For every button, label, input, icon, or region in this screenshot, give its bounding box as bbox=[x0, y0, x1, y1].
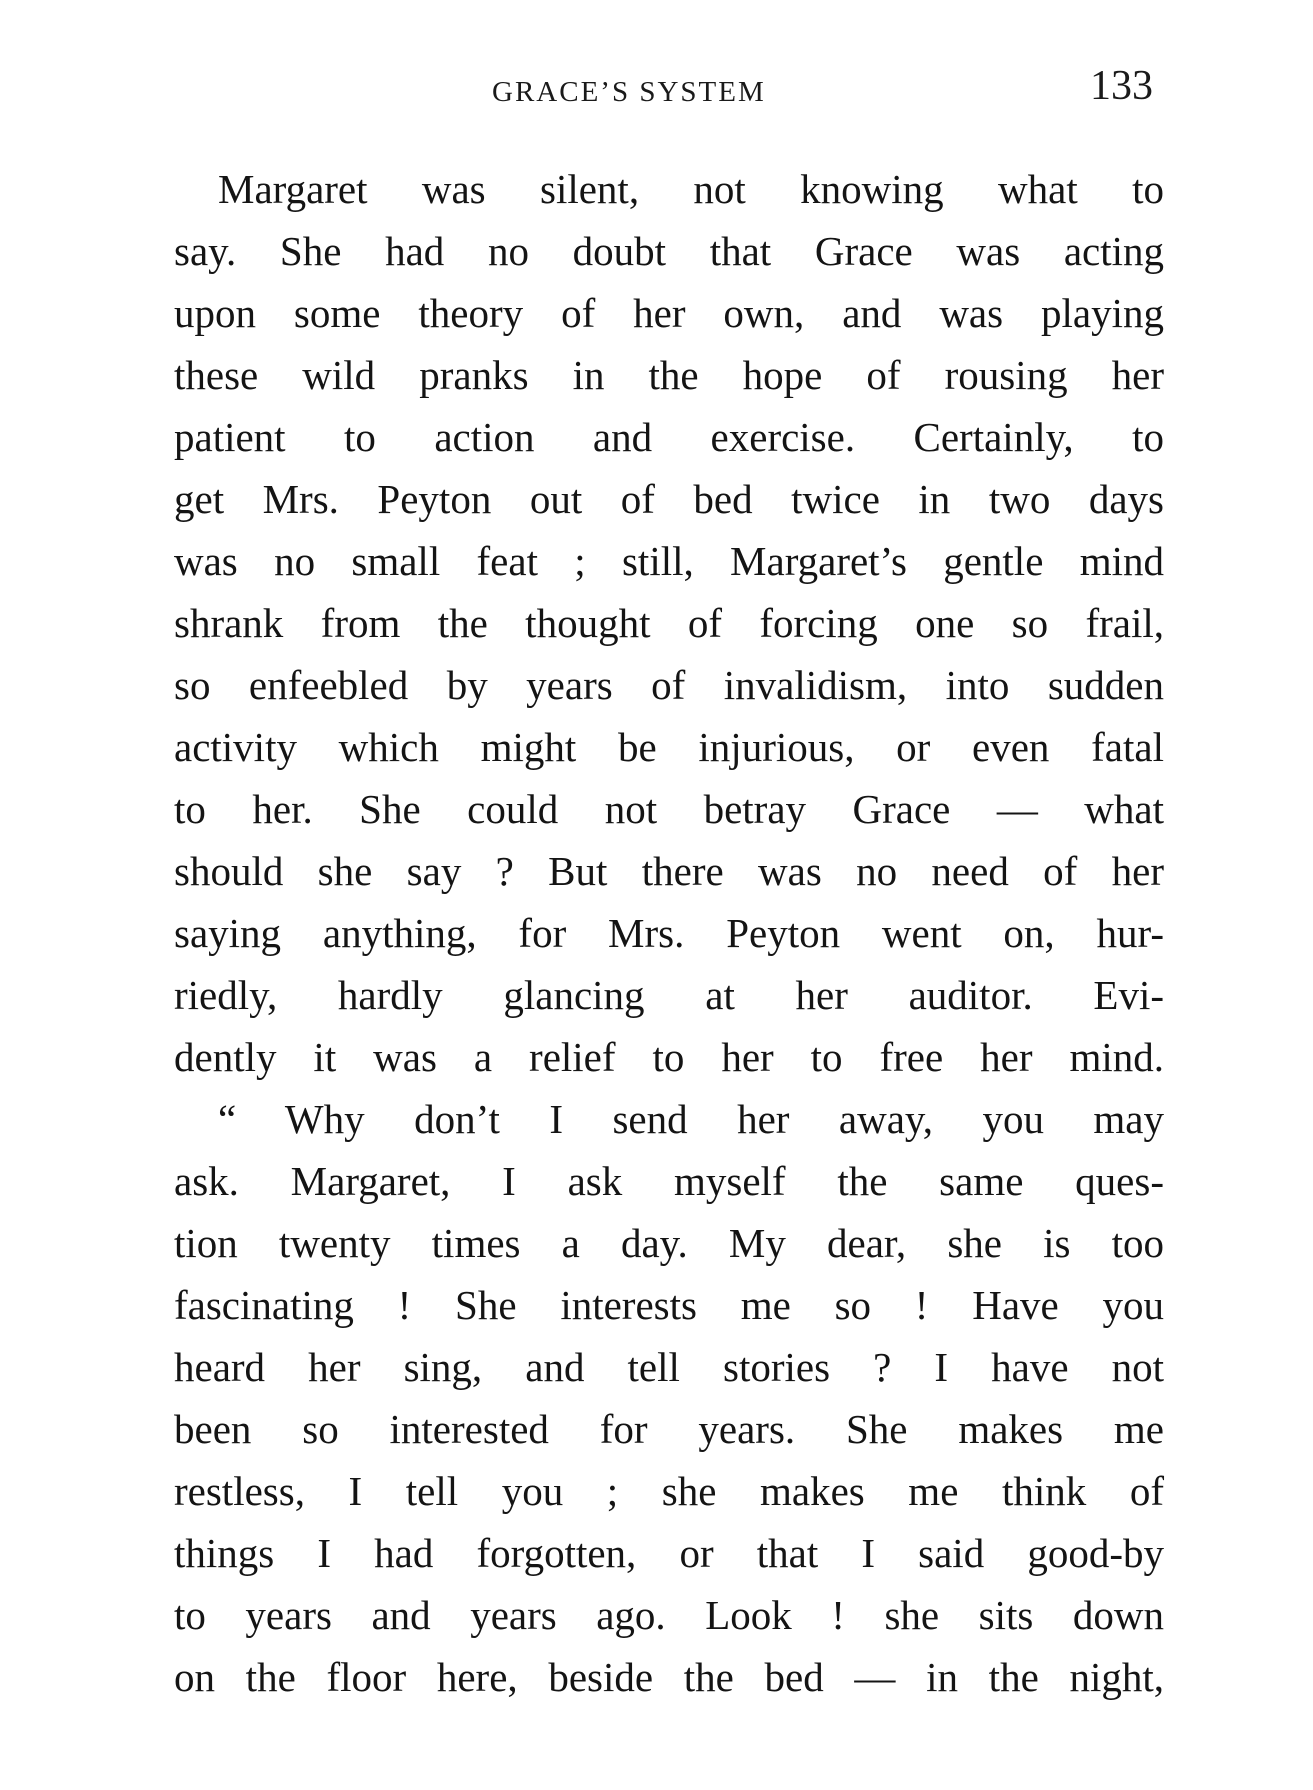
text-line: on the floor here, beside the bed — in the night, bbox=[174, 1654, 1164, 1700]
text-line: get Mrs. Peyton out of bed twice in two days bbox=[174, 476, 1164, 522]
text-line: to her. She could not betray Grace — what bbox=[174, 786, 1164, 832]
running-title: GRACE’S SYSTEM bbox=[492, 76, 766, 108]
text-line: should she say ? But there was no need of her bbox=[174, 848, 1164, 894]
text-line: things I had forgotten, or that I said good-by bbox=[174, 1530, 1164, 1576]
text-line: tion twenty times a day. My dear, she is too bbox=[174, 1220, 1164, 1266]
text-line: been so interested for years. She makes me bbox=[174, 1406, 1164, 1452]
text-line: ask. Margaret, I ask myself the same ques- bbox=[174, 1158, 1164, 1204]
text-line: Margaret was silent, not knowing what to bbox=[218, 166, 1164, 212]
text-line: patient to action and exercise. Certainly, to bbox=[174, 414, 1164, 460]
text-line: activity which might be injurious, or even fatal bbox=[174, 724, 1164, 770]
text-line: dently it was a relief to her to free her mind. bbox=[174, 1034, 1164, 1080]
text-line: was no small feat ; still, Margaret’s gentle mind bbox=[174, 538, 1164, 584]
text-line: say. She had no doubt that Grace was acting bbox=[174, 228, 1164, 274]
text-line: heard her sing, and tell stories ? I have not bbox=[174, 1344, 1164, 1390]
body-text bbox=[174, 158, 1164, 1708]
text-line: to years and years ago. Look ! she sits down bbox=[174, 1592, 1164, 1638]
text-line: riedly, hardly glancing at her auditor. Evi- bbox=[174, 972, 1164, 1018]
text-line: saying anything, for Mrs. Peyton went on, hur- bbox=[174, 910, 1164, 956]
page-header bbox=[174, 62, 1159, 122]
text-line: fascinating ! She interests me so ! Have you bbox=[174, 1282, 1164, 1328]
text-line: restless, I tell you ; she makes me think of bbox=[174, 1468, 1164, 1514]
text-line: these wild pranks in the hope of rousing her bbox=[174, 352, 1164, 398]
text-line: so enfeebled by years of invalidism, into sudden bbox=[174, 662, 1164, 708]
text-line: shrank from the thought of forcing one so frail, bbox=[174, 600, 1164, 646]
page-number: 133 bbox=[1090, 63, 1153, 109]
text-line: upon some theory of her own, and was playing bbox=[174, 290, 1164, 336]
text-line: “ Why don’t I send her away, you may bbox=[218, 1096, 1164, 1142]
